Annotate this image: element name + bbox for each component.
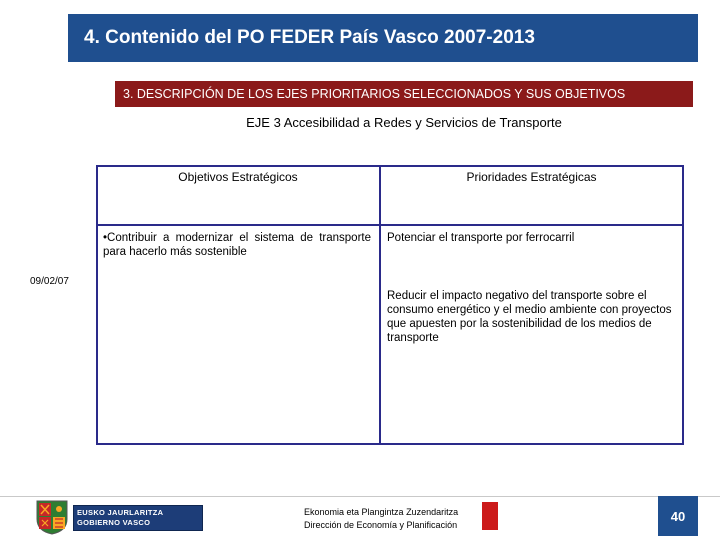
section-label: 3. DESCRIPCIÓN DE LOS EJES PRIORITARIOS SELECCIONADOS Y SUS OBJETIVOS	[123, 87, 626, 101]
title-bar	[68, 14, 698, 62]
page-number: 40	[670, 508, 686, 524]
date-label: 09/02/07	[30, 276, 69, 287]
logo-text-spanish: GOBIERNO VASCO	[77, 518, 151, 527]
section-bar	[115, 81, 693, 107]
table-column-divider	[379, 165, 381, 445]
department-name-spanish: Dirección de Economía y Planificación	[304, 520, 458, 530]
department-name	[304, 506, 458, 532]
red-accent-mark	[482, 502, 498, 530]
priority-item: Potenciar el transporte por ferrocarril	[387, 232, 575, 244]
department-name-basque: Ekonomia eta Plangintza Zuzendaritza	[304, 507, 459, 517]
col-header-priorities: Prioridades Estratégicas	[466, 170, 597, 184]
government-logo	[33, 498, 173, 536]
page-title: 4. Contenido del PO FEDER País Vasco 2007-2013	[84, 27, 535, 48]
priority-item: Reducir el impacto negativo del transporte sobre el consumo energético y el medio ambiente con proyectos que apuesten por la sostenibilidad de los medios de transporte	[387, 290, 672, 344]
objective-item: •Contribuir a modernizar el sistema de transporte para hacerlo más sostenible	[103, 232, 371, 258]
page-number-box	[658, 496, 698, 536]
col-header-objectives: Objetivos Estratégicos	[178, 170, 298, 184]
table-header-divider	[96, 224, 684, 226]
axis-heading: EJE 3 Accesibilidad a Redes y Servicios de Transporte	[246, 115, 562, 130]
logo-text-basque: EUSKO JAURLARITZA	[77, 508, 164, 517]
footer-divider	[0, 496, 720, 497]
basque-coat-of-arms-icon	[35, 499, 69, 535]
